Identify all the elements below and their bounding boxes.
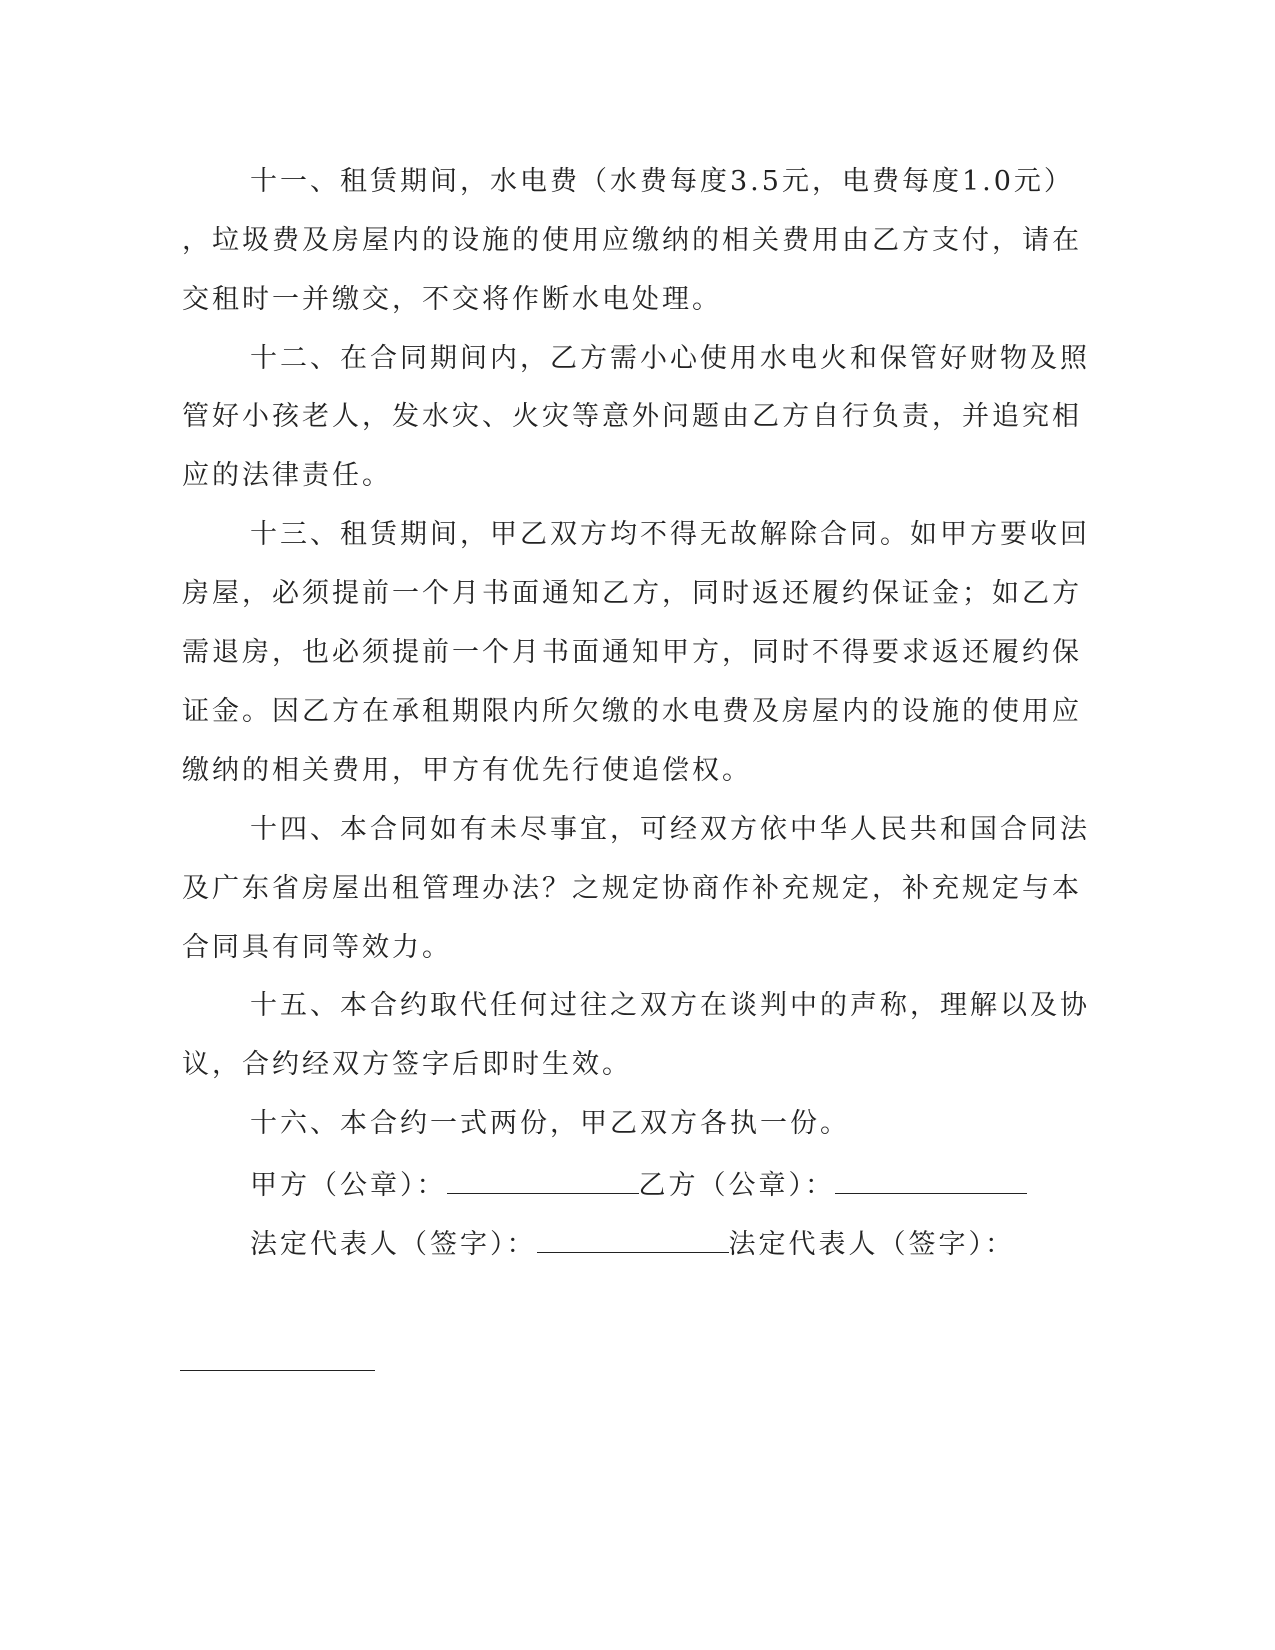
clause-13-line-2: 房屋，必须提前一个月书面通知乙方，同时返还履约保证金；如乙方 xyxy=(182,578,1082,609)
party-a-seal-label: 甲方（公章）： xyxy=(250,1170,447,1201)
party-a-rep-blank xyxy=(537,1226,729,1253)
clause-12-line-2: 管好小孩老人，发水灾、火灾等意外问题由乙方自行负责，并追究相 xyxy=(182,401,1082,432)
clause-11-line-1: 十一、租赁期间，水电费（水费每度3.5元，电费每度1.0元） xyxy=(250,166,1074,197)
clause-13-line-4: 证金。因乙方在承租期限内所欠缴的水电费及房屋内的设施的使用应 xyxy=(182,696,1082,727)
party-b-rep-blank xyxy=(180,1370,375,1371)
party-b-rep-label: 法定代表人（签字）： xyxy=(728,1229,1015,1260)
clause-11-line-2: ，垃圾费及房屋内的设施的使用应缴纳的相关费用由乙方支付，请在 xyxy=(182,225,1082,256)
party-a-rep-label: 法定代表人（签字）： xyxy=(250,1229,537,1260)
party-b-seal-blank xyxy=(835,1167,1027,1194)
clause-11-line-3: 交租时一并缴交，不交将作断水电处理。 xyxy=(182,284,722,315)
clause-13-line-5: 缴纳的相关费用，甲方有优先行使追偿权。 xyxy=(182,755,752,786)
clause-14-line-1: 十四、本合同如有未尽事宜，可经双方依中华人民共和国合同法 xyxy=(250,814,1090,845)
clause-15-line-1: 十五、本合约取代任何过往之双方在谈判中的声称，理解以及协 xyxy=(250,990,1090,1021)
signature-row-seals xyxy=(250,1167,1027,1202)
signature-row-representatives xyxy=(250,1226,1015,1261)
party-a-seal-blank xyxy=(447,1167,639,1194)
clause-14-line-2: 及广东省房屋出租管理办法？之规定协商作补充规定，补充规定与本 xyxy=(182,873,1082,904)
party-b-seal-label: 乙方（公章）： xyxy=(638,1170,835,1201)
clause-13-line-1: 十三、租赁期间，甲乙双方均不得无故解除合同。如甲方要收回 xyxy=(250,519,1090,550)
clause-15-line-2: 议，合约经双方签字后即时生效。 xyxy=(182,1049,632,1080)
clause-12-line-3: 应的法律责任。 xyxy=(182,460,392,491)
clause-13-line-3: 需退房，也必须提前一个月书面通知甲方，同时不得要求返还履约保 xyxy=(182,637,1082,668)
clause-16-line-1: 十六、本合约一式两份，甲乙双方各执一份。 xyxy=(250,1108,850,1139)
clause-14-line-3: 合同具有同等效力。 xyxy=(182,932,452,963)
clause-12-line-1: 十二、在合同期间内，乙方需小心使用水电火和保管好财物及照 xyxy=(250,343,1090,374)
